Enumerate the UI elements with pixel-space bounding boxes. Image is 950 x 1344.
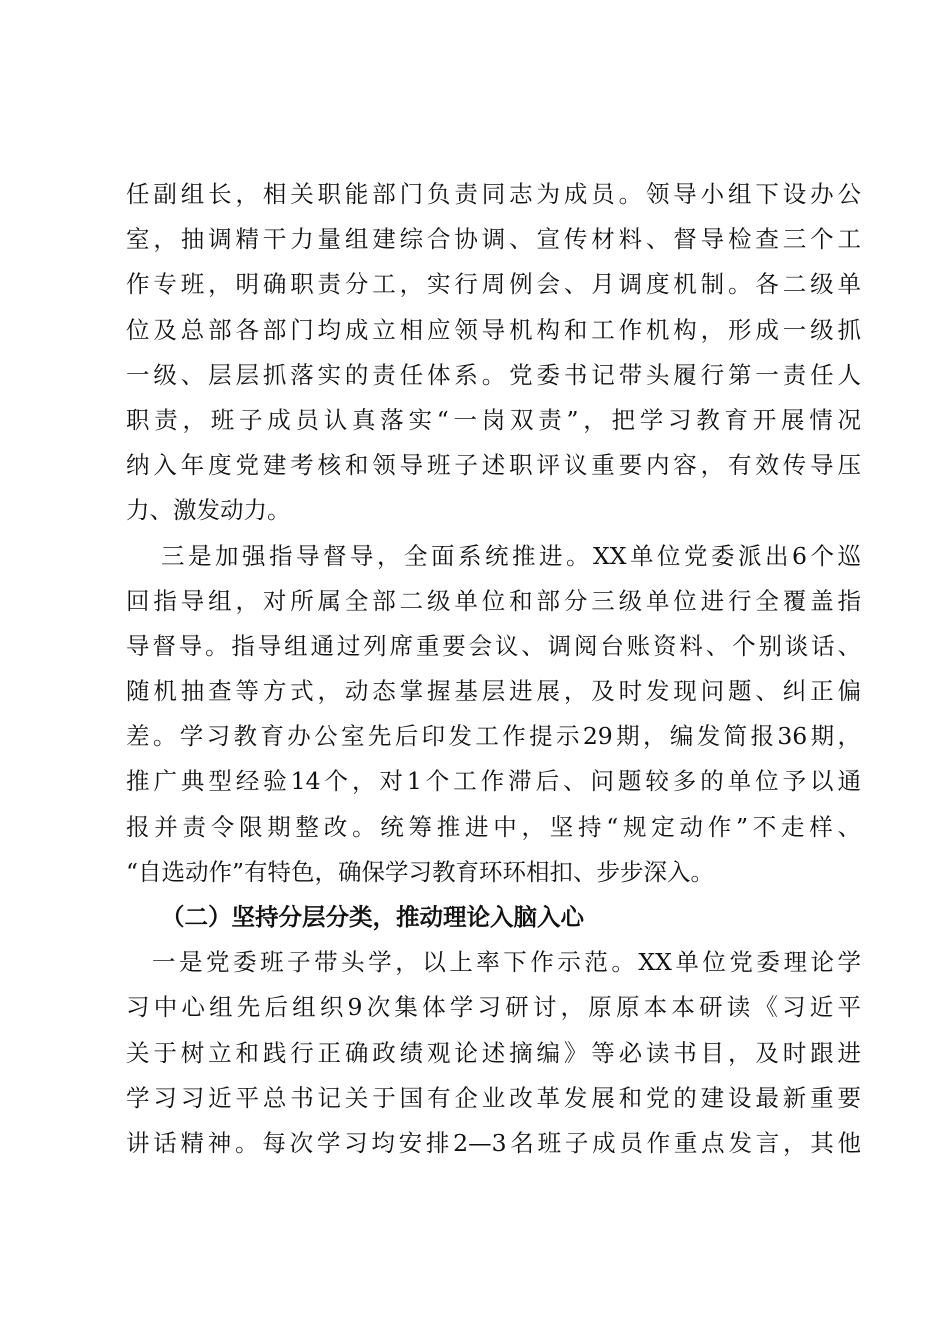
- paragraph-start-line: 三是加强指导督导，全面系统推进。XX单位党委派出6个巡: [161, 541, 861, 570]
- paragraph-start-line: 一是党委班子带头学，以上率下作示范。XX单位党委理论学: [152, 948, 861, 977]
- text-line: 学习习近平总书记关于国有企业改革发展和党的建设最新重要: [126, 1083, 861, 1112]
- text-line: 回指导组，对所属全部二级单位和部分三级单位进行全覆盖指: [126, 586, 861, 615]
- text-line: 作专班，明确职责分工，实行周例会、月调度机制。各二级单: [126, 270, 861, 299]
- text-line: 导督导。指导组通过列席重要会议、调阅台账资料、个别谈话、: [126, 631, 861, 660]
- text-line: 习中心组先后组织9次集体学习研讨，原原本本研读《习近平: [126, 993, 861, 1022]
- text-line: 力、激发动力。: [126, 496, 291, 525]
- text-line: 室，抽调精干力量组建综合协调、宣传材料、督导检查三个工: [126, 225, 861, 254]
- text-line: 纳入年度党建考核和领导班子述职评议重要内容，有效传导压: [126, 451, 861, 480]
- text-line: 随机抽查等方式，动态掌握基层进展，及时发现问题、纠正偏: [126, 677, 861, 706]
- document-body: [126, 172, 861, 1166]
- text-line: 报并责令限期整改。统筹推进中，坚持“规定动作”不走样、: [126, 812, 861, 841]
- text-line: “自选动作”有特色，确保学习教育环环相扣、步步深入。: [126, 857, 715, 886]
- text-line: 职责，班子成员认真落实“一岗双责”，把学习教育开展情况: [126, 405, 861, 434]
- text-line: 关于树立和践行正确政绩观论述摘编》等必读书目，及时跟进: [126, 1038, 861, 1067]
- text-line: 任副组长，相关职能部门负责同志为成员。领导小组下设办公: [126, 180, 861, 208]
- text-line: 推广典型经验14个，对1个工作滞后、问题较多的单位予以通: [126, 767, 861, 796]
- text-line: 差。学习教育办公室先后印发工作提示29期，编发简报36期，: [126, 722, 861, 751]
- text-line: 一级、层层抓落实的责任体系。党委书记带头履行第一责任人: [126, 360, 861, 389]
- text-line: 位及总部各部门均成立相应领导机构和工作机构，形成一级抓: [126, 315, 861, 344]
- section-heading: （二）坚持分层分类，推动理论入脑入心: [161, 903, 584, 931]
- text-line: 讲话精神。每次学习均安排2—3名班子成员作重点发言，其他: [126, 1128, 861, 1157]
